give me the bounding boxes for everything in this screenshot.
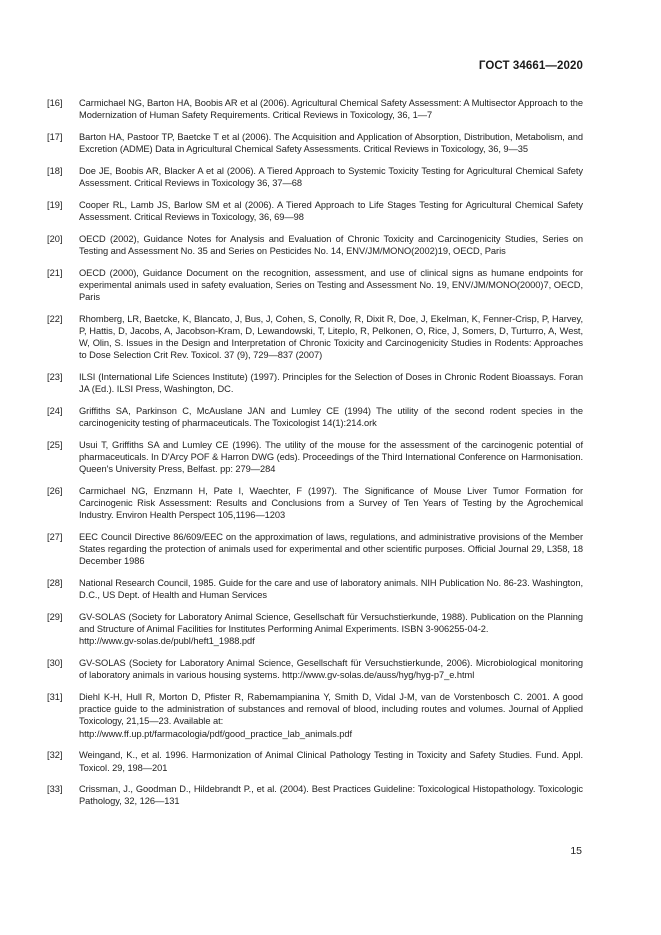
reference-number: [25] <box>47 439 63 450</box>
reference-citation: Griffiths SA, Parkinson C, McAuslane JAN and Lumley CE (1994) The utility of the second rodent species in the carcinogenicity testing of pharmaceuticals. The Toxicologist 14(1):214.ork <box>79 405 583 429</box>
reference-item <box>47 97 583 121</box>
reference-text <box>79 439 583 476</box>
reference-citation: Carmichael NG, Barton HA, Boobis AR et al (2006). Agricultural Chemical Safety Assessment: A Multisector Approach to the Modernization of Human Safety Requirements. Critical Reviews in Toxicology, 36, 1—7 <box>79 98 583 121</box>
reference-text <box>79 165 583 189</box>
reference-number: [23] <box>47 371 63 382</box>
reference-text <box>79 371 583 395</box>
reference-text <box>79 199 583 223</box>
reference-item <box>47 749 583 773</box>
reference-number: [31] <box>47 692 63 703</box>
reference-text <box>79 233 583 257</box>
reference-number: [18] <box>47 165 63 176</box>
reference-item <box>47 783 583 807</box>
reference-text <box>79 97 583 121</box>
reference-text <box>79 531 583 568</box>
reference-item <box>47 611 583 648</box>
reference-item <box>47 439 583 476</box>
reference-text <box>79 657 583 681</box>
reference-citation: National Research Council, 1985. Guide for the care and use of laboratory animals. NIH Publication No. 86-23. Washington, D.C., US Dept. of Health and Human Services <box>79 578 583 601</box>
reference-item <box>47 371 583 395</box>
reference-citation: EEC Council Directive 86/609/EEC on the approximation of laws, regulations, and administrative provisions of the Member States regarding the protection of animals used for experimental and other scientific purposes. Official Journal 29, L358, 18 December 1986 <box>79 531 583 567</box>
reference-citation: Weingand, K., et al. 1996. Harmonization of Animal Clinical Pathology Testing in Toxicity and Safety Studies. Fund. Appl. Toxicol. 29, 198—201 <box>79 750 583 773</box>
reference-number: [21] <box>47 267 63 278</box>
reference-number: [20] <box>47 233 63 244</box>
reference-item <box>47 313 583 362</box>
reference-item <box>47 405 583 429</box>
reference-url: http://www.gv-solas.de/publ/heft1_1988.pdf <box>79 636 255 647</box>
reference-citation: GV-SOLAS (Society for Laboratory Animal Science, Gesellschaft für Versuchstierkunde, 1988). Publication on the Planning and Structure of Animal Facilities for Institutes Performing Animal Experiments. ISBN 3-906255-04-2. <box>79 612 583 635</box>
reference-citation: Barton HA, Pastoor TP, Baetcke T et al (2006). The Acquisition and Application of Absorption, Distribution, Metabolism, and Excretion (ADME) Data in Agricultural Chemical Safety Assessments. Critical Reviews in Toxicology, 36, 9—35 <box>79 131 583 155</box>
reference-citation: Rhomberg, LR, Baetcke, K, Blancato, J, Bus, J, Cohen, S, Conolly, R, Dixit R, Doe, J, Ekelman, K, Fenner-Crisp, P, Harvey, P, Hattis, D, Jacobs, A, Jacobson-Kram, D, Lewandowski, T, Liteplo, R, Pelkonen, O, Rice, J, Somers, D, Turturro, A, West, W, Olin, S. Issues in the Design and Interpretation of Chronic Toxicity and Carcinogenicity Studies in Rodents: Approaches to Dose Selection Crit Rev. Toxicol. 37 (9), 729—837 (2007) <box>79 313 583 361</box>
reference-number: [17] <box>47 131 63 142</box>
reference-text <box>79 577 583 601</box>
reference-url: http://www.ff.up.pt/farmacologia/pdf/good_practice_lab_animals.pdf <box>79 728 353 739</box>
reference-text <box>79 783 583 807</box>
reference-item <box>47 657 583 681</box>
reference-item <box>47 691 583 740</box>
reference-citation: Usui T, Griffiths SA and Lumley CE (1996). The utility of the mouse for the assessment of the carcinogenic potential of pharmaceuticals. In D'Arcy POF & Harron DWG (eds). Proceedings of the Third International Conference on Harmonisation. Queen's University Press, Belfast. pp: 279—284 <box>79 439 583 475</box>
reference-item <box>47 267 583 304</box>
reference-number: [22] <box>47 313 63 324</box>
reference-citation: Cooper RL, Lamb JS, Barlow SM et al (2006). A Tiered Approach to Life Stages Testing for Agricultural Chemical Safety Assessment. Critical Reviews in Toxicology, 36, 69—98 <box>79 199 583 222</box>
reference-number: [19] <box>47 199 63 210</box>
reference-item <box>47 531 583 568</box>
reference-number: [24] <box>47 405 63 416</box>
reference-number: [26] <box>47 485 63 496</box>
reference-text <box>79 267 583 304</box>
reference-text <box>79 691 583 740</box>
reference-item <box>47 485 583 522</box>
reference-number: [33] <box>47 784 63 795</box>
reference-text <box>79 313 583 362</box>
reference-number: [29] <box>47 612 63 622</box>
reference-item <box>47 577 583 601</box>
reference-item <box>47 233 583 257</box>
reference-text <box>79 131 583 155</box>
reference-number: [28] <box>47 578 63 589</box>
reference-citation: GV-SOLAS (Society for Laboratory Animal Science, Gesellschaft für Versuchstierkunde, 2006). Microbiological monitoring of laboratory animals in various housing systems. http://www.gv-solas.de/auss/hyg/hyg-p7_e.html <box>79 658 583 681</box>
reference-citation: OECD (2002), Guidance Notes for Analysis and Evaluation of Chronic Toxicity and Carcinogenicity Studies, Series on Testing and Assessment No. 35 and Series on Pesticides No. 14, ENV/JM/MONO(2002)19, OECD, Paris <box>79 233 583 256</box>
reference-item <box>47 199 583 223</box>
standard-header: ГОСТ 34661—2020 <box>478 60 583 72</box>
reference-citation: Carmichael NG, Enzmann H, Pate I, Waechter, F (1997). The Significance of Mouse Liver Tumor Formation for Carcinogenic Risk Assessment: Results and Conclusions from a Survey of Ten Years of Testing by the Agrochemical Industry. Environ Health Perspect 105,1196—1203 <box>79 485 583 521</box>
reference-number: [27] <box>47 531 63 542</box>
reference-citation: ILSI (International Life Sciences Institute) (1997). Principles for the Selection of Doses in Chronic Rodent Bioassays. Foran JA (Ed.). ILSI Press, Washington, DC. <box>79 371 583 395</box>
reference-citation: Doe JE, Boobis AR, Blacker A et al (2006). A Tiered Approach to Systemic Toxicity Testing for Agricultural Chemical Safety Assessment. Critical Reviews in Toxicology 36, 37—68 <box>79 165 583 189</box>
reference-number: [32] <box>47 750 63 761</box>
reference-text <box>79 611 583 648</box>
reference-text <box>79 749 583 773</box>
page-number: 15 <box>570 845 582 857</box>
reference-list <box>47 97 583 817</box>
reference-citation: Diehl K-H, Hull R, Morton D, Pfister R, Rabemampianina Y, Smith D, Vidal J-M, van de Vorstenbosch C. 2001. A good practice guide to the administration of substances and removal of blood, including routes and volumes. Journal of Applied Toxicology, 21,15—23. Available at: <box>79 692 583 727</box>
reference-text <box>79 485 583 522</box>
reference-citation: Crissman, J., Goodman D., Hildebrandt P., et al. (2004). Best Practices Guideline: Toxicological Histopathology. Toxicologic Pathology, 32, 126—131 <box>79 784 583 807</box>
reference-number: [30] <box>47 658 63 669</box>
reference-citation: OECD (2000), Guidance Document on the recognition, assessment, and use of clinical signs as humane endpoints for experimental animals used in safety evaluation, Series on Testing and Assessment No. 19, ENV/JM/MONO(2000)7, OECD, Paris <box>79 267 583 302</box>
reference-item <box>47 131 583 155</box>
reference-text <box>79 405 583 429</box>
reference-item <box>47 165 583 189</box>
reference-number: [16] <box>47 98 63 108</box>
